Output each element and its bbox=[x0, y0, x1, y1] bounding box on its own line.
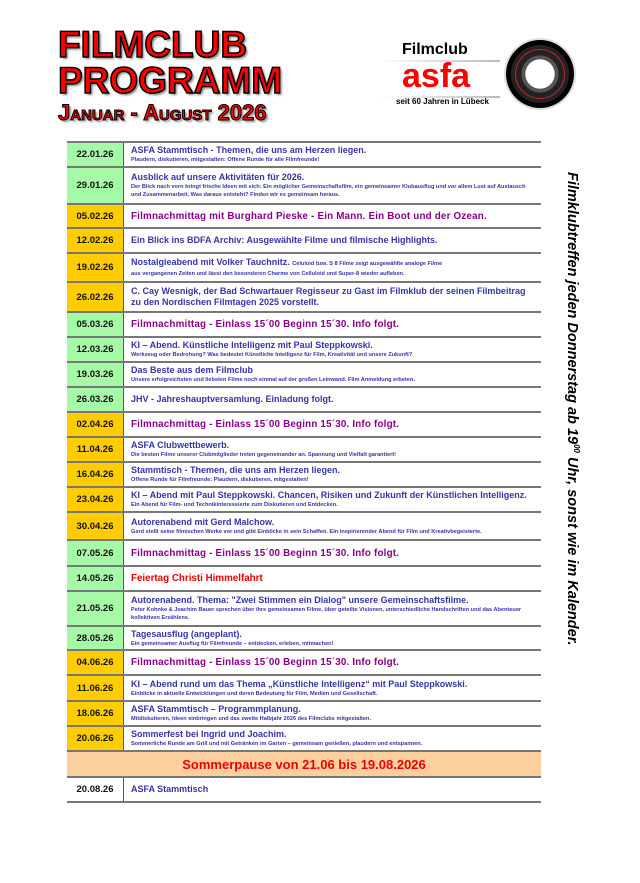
event-date: 19.03.26 bbox=[67, 363, 124, 386]
event-title-text: Das Beste aus dem Filmclub bbox=[131, 365, 254, 375]
event-title bbox=[131, 394, 535, 405]
event-row bbox=[67, 313, 541, 338]
event-details bbox=[124, 541, 541, 565]
event-date: 18.06.26 bbox=[67, 702, 124, 725]
title-line-2: PROGRAMM bbox=[58, 60, 283, 101]
event-row bbox=[67, 488, 541, 513]
event-note: Celuloid bzw. S 8 Filme zeigt ausgewählte analoge Filme bbox=[292, 261, 443, 267]
event-row bbox=[67, 283, 541, 313]
event-title bbox=[131, 517, 535, 528]
event-row bbox=[67, 513, 541, 541]
event-row bbox=[67, 229, 541, 254]
event-details bbox=[124, 592, 541, 625]
event-title bbox=[131, 595, 535, 606]
event-row bbox=[67, 676, 541, 702]
event-title-text: Sommerfest bei Ingrid und Joachim. bbox=[131, 729, 287, 739]
event-date: 12.02.26 bbox=[67, 229, 124, 252]
event-title bbox=[131, 679, 535, 690]
event-row bbox=[67, 541, 541, 567]
event-date: 11.04.26 bbox=[67, 438, 124, 461]
event-row bbox=[67, 143, 541, 168]
event-title bbox=[131, 784, 535, 795]
asfa-logo bbox=[378, 38, 550, 118]
event-row bbox=[67, 567, 541, 592]
event-date: 11.06.26 bbox=[67, 676, 124, 700]
event-title-text: Ausblick auf unsere Aktivitäten für 2026. bbox=[131, 172, 305, 182]
event-row bbox=[67, 651, 541, 676]
event-title bbox=[131, 419, 535, 430]
event-description: Plaudern, diskutieren, mitgestalten: Offene Runde für alle Filmfreunde! bbox=[131, 157, 320, 163]
event-row bbox=[67, 438, 541, 463]
event-title-text: ASFA Stammtisch - Themen, die uns am Herzen liegen. bbox=[131, 145, 367, 155]
event-date: 07.05.26 bbox=[67, 541, 124, 565]
event-title bbox=[131, 440, 535, 451]
event-title-text: ASFA Clubwettbewerb. bbox=[131, 440, 230, 450]
event-title-text: Filmnachmittag - Einlass 15´00 Beginn 15´30. Info folgt. bbox=[131, 419, 400, 430]
period-title: Januar - August 2026 bbox=[58, 100, 267, 125]
event-row bbox=[67, 702, 541, 727]
event-details bbox=[124, 488, 541, 511]
event-row bbox=[67, 463, 541, 488]
event-title-text: Autorenabend. Thema: "Zwei Stimmen ein Dialog" unsere Gemeinschaftsfilme. bbox=[131, 595, 469, 605]
event-description: Unsere erfolgreichsten und liebsten Filme noch einmal auf der großen Leinwand. Film Anmeldung erbeten. bbox=[131, 377, 415, 383]
event-details bbox=[124, 143, 541, 166]
event-title-text: Feiertag Christi Himmelfahrt bbox=[131, 573, 263, 584]
logo-name: asfa bbox=[402, 57, 471, 95]
event-title bbox=[131, 286, 535, 308]
event-row bbox=[67, 592, 541, 627]
event-title-text: Ein Blick ins BDFA Archiv: Ausgewählte Filme und filmische Highlights. bbox=[131, 235, 438, 245]
event-details bbox=[124, 168, 541, 203]
event-description: Einblicke in aktuelle Entwicklungen und deren Bedeutung für Film, Medien und Gesellschaft. bbox=[131, 690, 378, 697]
event-row bbox=[67, 727, 541, 752]
event-title-text: Filmnachmittag mit Burghard Pieske - Ein Mann. Ein Boot und der Ozean. bbox=[131, 210, 487, 222]
event-date: 29.01.26 bbox=[67, 168, 124, 203]
event-details bbox=[124, 702, 541, 725]
event-title bbox=[131, 145, 535, 156]
event-title-text: Tagesausflug (angeplant). bbox=[131, 628, 242, 639]
event-details bbox=[124, 463, 541, 486]
event-row bbox=[67, 254, 541, 283]
event-details bbox=[124, 338, 541, 361]
event-title-text: Stammtisch - Themen, die uns am Herzen liegen. bbox=[131, 465, 341, 475]
event-date: 16.04.26 bbox=[67, 463, 124, 486]
event-title-text: Autorenabend mit Gerd Malchow. bbox=[131, 516, 275, 527]
event-date: 22.01.26 bbox=[67, 143, 124, 166]
event-date: 21.05.26 bbox=[67, 592, 124, 625]
event-title bbox=[131, 629, 535, 640]
event-row bbox=[67, 338, 541, 363]
event-row bbox=[67, 363, 541, 388]
event-title bbox=[131, 465, 535, 476]
event-date: 26.03.26 bbox=[67, 388, 124, 411]
event-title bbox=[131, 704, 535, 715]
event-description: Gerd stellt seine filmischen Werke vor und gibt Einblicke in sein Schaffen. Ein inspirierender Abend für Film und Kreativbegeisterte. bbox=[131, 528, 482, 535]
event-date: 19.02.26 bbox=[67, 254, 124, 281]
event-title bbox=[131, 365, 535, 376]
event-details bbox=[124, 567, 541, 590]
event-details bbox=[124, 254, 541, 281]
event-description: aus vergangenen Zeiten und lässt den besonderen Charme von Celluloid und Super-8 wieder aufleben. bbox=[131, 271, 405, 277]
event-description: Der Blick nach vorn bringt frische Ideen mit sich: Ein möglicher Gemeinschaftsfilm, ein gemeinsamer Klubausflug und vor allem Lust auf Austausch und Zusammenarbeit. Was daraus entsteht? Finden wir es gemeinsam heraus. bbox=[131, 184, 526, 198]
event-title bbox=[131, 573, 535, 584]
event-details bbox=[124, 778, 541, 801]
event-title bbox=[131, 490, 535, 501]
event-date: 28.05.26 bbox=[67, 627, 124, 649]
event-row bbox=[67, 205, 541, 229]
event-details bbox=[124, 205, 541, 227]
event-date: 12.03.26 bbox=[67, 338, 124, 361]
event-date: 20.06.26 bbox=[67, 727, 124, 750]
event-row bbox=[67, 627, 541, 651]
logo-top-text: Filmclub bbox=[402, 41, 468, 58]
event-details bbox=[124, 676, 541, 700]
event-date: 04.06.26 bbox=[67, 651, 124, 674]
event-title-text: KI – Abend rund um das Thema „Künstliche Intelligenz“ mit Paul Steppkowski. bbox=[131, 678, 468, 689]
event-title-text: KI – Abend mit Paul Steppkowski. Chancen, Risiken und Zukunft der Künstlichen Intelligenz. bbox=[131, 490, 527, 500]
event-description: Peter Kohnke & Joachim Bauer sprechen über ihre gemeinsamen Filme, über geteilte Visionen, unterschiedliche Handschriften und das Abenteuer kollektiven Erzählens. bbox=[131, 607, 522, 621]
event-details bbox=[124, 727, 541, 750]
event-description: Offene Runde für Filmfreunde: Plaudern, diskutieren, mitgestalten! bbox=[131, 477, 309, 483]
event-row bbox=[67, 388, 541, 413]
event-details bbox=[124, 229, 541, 252]
event-date: 23.04.26 bbox=[67, 488, 124, 511]
event-title bbox=[131, 319, 535, 330]
event-details bbox=[124, 513, 541, 539]
event-date: 05.03.26 bbox=[67, 313, 124, 336]
logo-tagline: seit 60 Jahren in Lübeck bbox=[396, 97, 489, 106]
event-details bbox=[124, 413, 541, 436]
event-date: 20.08.26 bbox=[67, 778, 124, 801]
event-row bbox=[67, 168, 541, 205]
event-title-text: Filmnachmittag - Einlass 15´00 Beginn 15´30. Info folgt. bbox=[131, 657, 400, 668]
event-title bbox=[131, 729, 535, 740]
event-row bbox=[67, 413, 541, 438]
event-title-text: KI – Abend. Künstliche Intelligenz mit Paul Steppkowski. bbox=[131, 340, 373, 350]
event-description: Mitdiskutieren, Ideen einbringen und das zweite Halbjahr 2026 des Filmclubs mitgestalten. bbox=[131, 716, 371, 722]
event-title-text: JHV - Jahreshauptversamlung. Einladung folgt. bbox=[131, 394, 334, 404]
event-details bbox=[124, 627, 541, 649]
event-details bbox=[124, 438, 541, 461]
event-details bbox=[124, 388, 541, 411]
event-title bbox=[131, 235, 535, 246]
event-title-text: Filmnachmittag - Einlass 15´00 Beginn 15´30. Info folgt. bbox=[131, 547, 400, 559]
event-title-text: C. Cay Wesnigk, der Bad Schwartauer Regisseur zu Gast im Filmklub der seinen Filmbeitrag zu den Nordischen Filmtagen 2025 vorstellt. bbox=[131, 286, 526, 307]
event-title bbox=[131, 657, 535, 668]
event-date: 05.02.26 bbox=[67, 205, 124, 227]
event-description: Ein gemeinsamer Ausflug für Filmfreunde – entdecken, erleben, mitmachen! bbox=[131, 640, 334, 647]
camera-lens-icon bbox=[506, 40, 574, 108]
event-title bbox=[131, 340, 535, 351]
event-title-text: Filmnachmittag - Einlass 15´00 Beginn 15´30. Info folgt. bbox=[131, 319, 400, 330]
event-date: 14.05.26 bbox=[67, 567, 124, 590]
title-line-1: FILMCLUB bbox=[58, 24, 248, 65]
event-title-text: ASFA Stammtisch – Programmplanung. bbox=[131, 704, 301, 714]
event-details bbox=[124, 313, 541, 336]
side-note: Filmklubtreffen jeden Donnerstag ab $19^{00}$ Uhr, sonst wie im Kalender. bbox=[564, 172, 581, 646]
event-description: Ein Abend für Film- und Technikinteressierte zum Diskutieren und Entdecken. bbox=[131, 502, 338, 508]
program-table bbox=[67, 141, 541, 803]
event-title-text: ASFA Stammtisch bbox=[131, 784, 209, 794]
event-date: 02.04.26 bbox=[67, 413, 124, 436]
event-title bbox=[131, 257, 535, 270]
event-description: Werkzeug oder Bedrohung? Was bedeutet Künstliche Intelligenz für Film, Kreativität und unsere Zukunft? bbox=[131, 352, 413, 358]
event-row bbox=[67, 778, 541, 803]
event-details bbox=[124, 283, 541, 311]
event-title bbox=[131, 211, 535, 222]
event-details bbox=[124, 363, 541, 386]
summer-break-banner: Sommerpause von 21.06 bis 19.08.2026 bbox=[67, 752, 541, 778]
event-description: Die besten Filme unserer Clubmitglieder treten gegeneinander an. Spannung und Vielfalt garantiert! bbox=[131, 452, 397, 458]
event-date: 26.02.26 bbox=[67, 283, 124, 311]
event-title bbox=[131, 548, 535, 559]
event-title bbox=[131, 172, 535, 183]
event-date: 30.04.26 bbox=[67, 513, 124, 539]
event-details bbox=[124, 651, 541, 674]
event-description: Sommerliche Runde am Grill und mit Getränken im Garten – gemeinsam genießen, plaudern und entspannen. bbox=[131, 741, 423, 747]
event-title-text: Nostalgieabend mit Volker Tauchnitz. bbox=[131, 257, 290, 267]
